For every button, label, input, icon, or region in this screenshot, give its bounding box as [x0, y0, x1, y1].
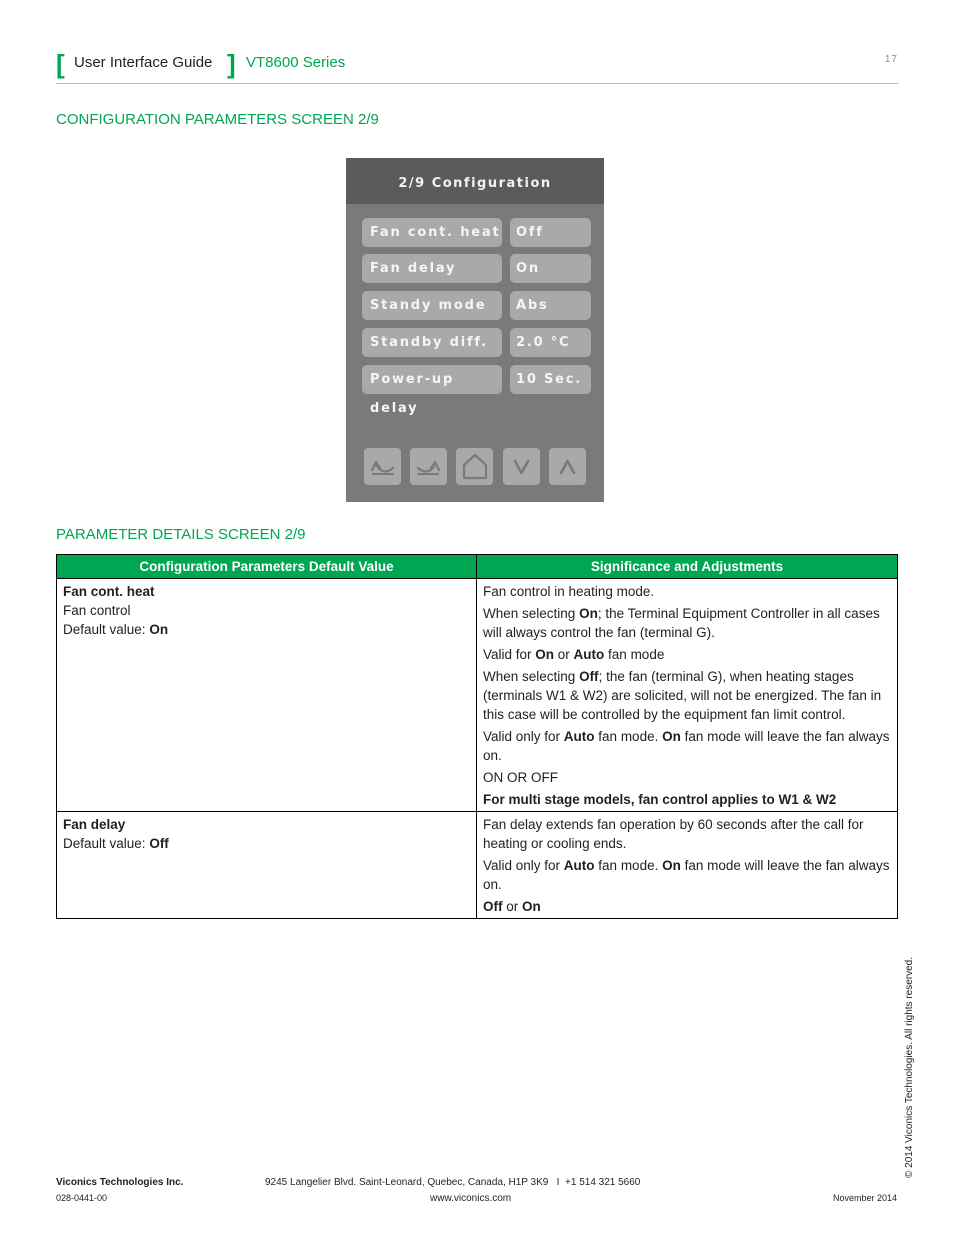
significance-line: Fan control in heating mode.	[483, 584, 655, 599]
page-header	[56, 50, 898, 86]
footer-doc-number: 028-0441-00	[56, 1193, 108, 1203]
significance-line: Valid only for Auto fan mode. On fan mode will leave the fan always on.	[483, 729, 890, 763]
back-arrow-icon	[364, 448, 401, 485]
value-fan-delay[interactable]: On	[510, 254, 591, 283]
bracket-close-icon: ]	[227, 49, 236, 79]
down-button[interactable]	[503, 448, 540, 485]
parameter-name: Fan delay	[63, 817, 126, 832]
significance-cell	[477, 812, 898, 919]
param-standby-diff[interactable]: Standby diff.	[362, 328, 502, 357]
significance-line: Fan delay extends fan operation by 60 seconds after the call for heating or cooling ends.	[483, 817, 864, 851]
guide-title: User Interface Guide	[74, 54, 213, 71]
column-header-parameters: Configuration Parameters Default Value	[57, 555, 477, 579]
parameter-details-table	[56, 554, 898, 919]
series-title: VT8600 Series	[246, 54, 346, 71]
thermostat-screen	[346, 158, 604, 502]
forward-arrow-icon	[410, 448, 447, 485]
footer-date: November 2014	[832, 1193, 897, 1203]
chevron-down-icon	[503, 448, 540, 485]
table-header-row	[57, 555, 898, 579]
parameter-name: Fan cont. heat	[63, 584, 155, 599]
parameter-default: Default value: Off	[63, 836, 169, 851]
forward-button[interactable]	[410, 448, 447, 485]
param-fan-cont-heat[interactable]: Fan cont. heat	[362, 218, 502, 247]
param-standy-mode[interactable]: Standy mode	[362, 291, 502, 320]
significance-line: For multi stage models, fan control applies to W1 & W2	[483, 792, 837, 807]
home-icon	[456, 448, 493, 485]
page-number: 17	[884, 54, 898, 65]
value-power-up-delay[interactable]: 10 Sec.	[510, 365, 591, 394]
significance-line: ON OR OFF	[483, 770, 558, 785]
parameter-default: Default value: On	[63, 622, 169, 637]
chevron-up-icon	[549, 448, 586, 485]
value-standy-mode[interactable]: Abs	[510, 291, 591, 320]
copyright-notice: © 2014 Viconics Technologies. All rights reserved.	[904, 956, 915, 1178]
significance-line: Valid only for Auto fan mode. On fan mode will leave the fan always on.	[483, 858, 890, 892]
parameter-description: Fan control	[63, 603, 131, 618]
param-power-up-delay[interactable]: Power-up delay	[362, 365, 502, 394]
bracket-open-icon: [	[56, 49, 65, 79]
param-fan-delay[interactable]: Fan delay	[362, 254, 502, 283]
significance-line: Off or On	[483, 899, 541, 914]
details-section-title: PARAMETER DETAILS SCREEN 2/9	[56, 526, 306, 543]
screen-title: 2/9 Configuration	[398, 176, 552, 191]
footer-website[interactable]: www.viconics.com	[430, 1193, 512, 1204]
significance-line: When selecting Off; the fan (terminal G), when heating stages (terminals W1 & W2) are solicited, will not be energized. The fan in this case will be controlled by the equipment fan limit control.	[483, 669, 882, 722]
header-divider	[56, 83, 898, 84]
value-fan-cont-heat[interactable]: Off	[510, 218, 591, 247]
table-row	[57, 812, 898, 919]
column-header-significance: Significance and Adjustments	[477, 555, 898, 579]
footer-company: Viconics Technologies Inc.	[56, 1177, 184, 1188]
significance-cell	[477, 579, 898, 812]
back-button[interactable]	[364, 448, 401, 485]
footer-address: 9245 Langelier Blvd. Saint-Leonard, Quebec, Canada, H1P 3K9 I +1 514 321 5660	[265, 1177, 641, 1188]
home-button[interactable]	[456, 448, 493, 485]
significance-line: Valid for On or Auto fan mode	[483, 647, 665, 662]
up-button[interactable]	[549, 448, 586, 485]
parameter-cell	[57, 579, 477, 812]
parameter-cell	[57, 812, 477, 919]
table-row	[57, 579, 898, 812]
significance-line: When selecting On; the Terminal Equipment Controller in all cases will always control the fan (terminal G).	[483, 606, 880, 640]
value-standby-diff[interactable]: 2.0 °C	[510, 328, 591, 357]
config-section-title: CONFIGURATION PARAMETERS SCREEN 2/9	[56, 111, 379, 128]
